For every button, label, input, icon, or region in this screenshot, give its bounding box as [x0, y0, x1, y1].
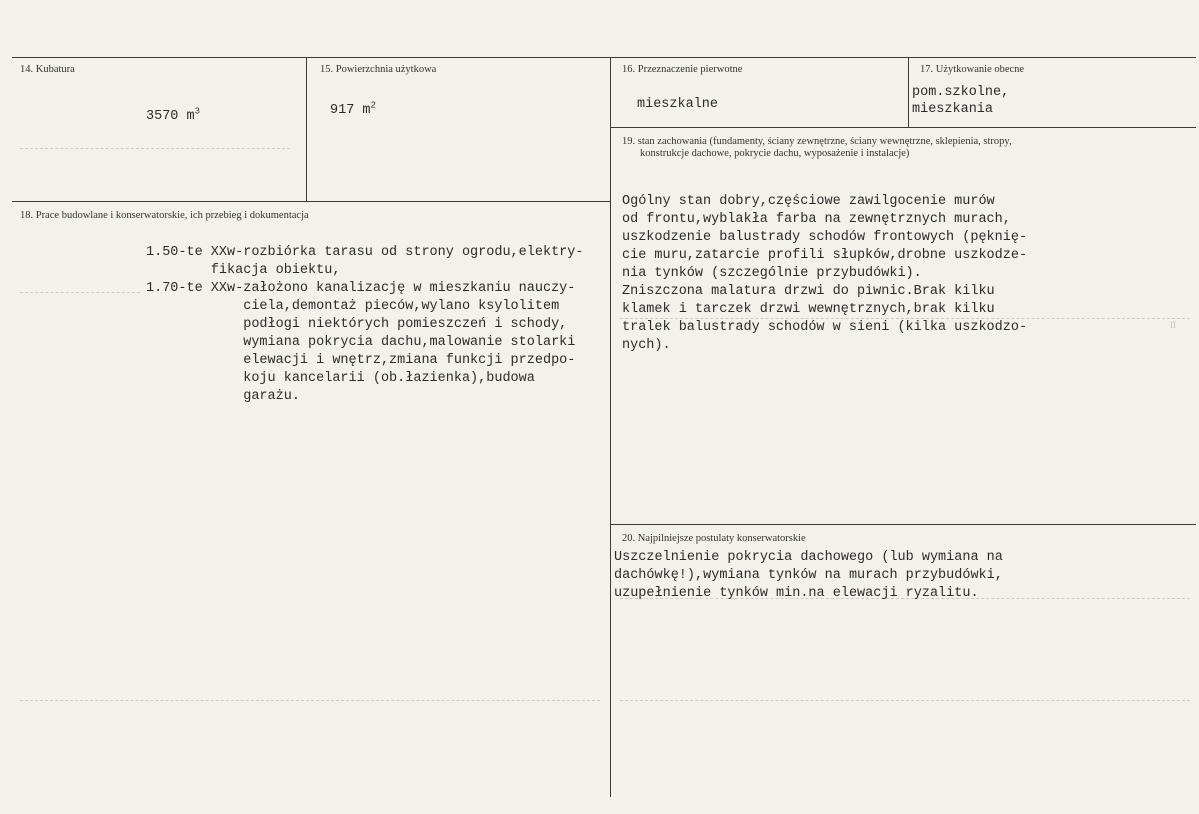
field-20-line-2: dachówkę!),wymiana tynków na murach przybudówki, — [614, 568, 1003, 583]
field-19-line-5: nia tynków (szczególnie przybudówki). — [622, 266, 922, 281]
field-14-value — [146, 108, 200, 126]
field-20-line-1: Uszczelnienie pokrycia dachowego (lub wymiana na — [614, 550, 1003, 565]
field-20-line-3: uzupełnienie tynków min.na elewacji ryzalitu. — [614, 586, 979, 601]
field-19-line-1: Ogólny stan dobry,częściowe zawilgocenie murów — [622, 194, 995, 209]
field-15-unit-sup: 2 — [370, 100, 376, 111]
field-19-line-9: nych). — [622, 338, 671, 353]
field-15-label: 15. Powierzchnia użytkowa — [320, 64, 437, 75]
field-19-line-8: tralek balustrady schodów w sieni (kilka uszkodzo- — [622, 320, 1028, 335]
field-19-label-line-1: 19. stan zachowania (fundamenty, ściany zewnętrzne, ściany wewnętrzne, sklepienia, stropy, — [622, 136, 1012, 147]
divider-row-19 — [610, 127, 1196, 128]
field-15-number: 917 m — [330, 103, 371, 118]
field-19-line-3: uszkodzenie balustrady schodów frontowych (pęknię- — [622, 230, 1028, 245]
field-18-line-8: koju kancelarii (ob.łazienka),budowa — [146, 371, 535, 386]
field-14-unit-sup: 3 — [194, 106, 201, 117]
divider-14-15 — [306, 57, 307, 201]
field-17-line-1: pom.szkolne, — [912, 85, 1010, 100]
field-18-label: 18. Prace budowlane i konserwatorskie, ich przebieg i dokumentacja — [20, 210, 309, 221]
field-14-label: 14. Kubatura — [20, 64, 75, 75]
field-19-line-7: klamek i tarczek drzwi wewnętrznych,brak kilku — [622, 302, 995, 317]
divider-row-20 — [610, 524, 1196, 525]
field-18-line-4: ciela,demontaż pieców,wylano ksylolitem — [146, 299, 560, 314]
field-18-line-3: 1.70-te XXw-założono kanalizację w mieszkaniu nauczy- — [146, 281, 576, 296]
center-divider — [610, 57, 611, 797]
field-18-line-9: garażu. — [146, 389, 300, 404]
field-14-number: 3570 m — [146, 109, 195, 124]
field-19-line-4: cie muru,zatarcie profili słupków,drobne uszkodze- — [622, 248, 1028, 263]
divider-16-17 — [908, 57, 909, 127]
field-18-line-1: 1.50-te XXw-rozbiórka tarasu od strony ogrodu,elektry- — [146, 245, 584, 260]
field-18-line-5: podłogi niektórych pomieszczeń i schody, — [146, 317, 568, 332]
field-18-line-7: elewacji i wnętrz,zmiana funkcji przedpo- — [146, 353, 576, 368]
field-16-label: 16. Przeznaczenie pierwotne — [622, 64, 743, 75]
field-17-label: 17. Użytkowanie obecne — [920, 64, 1025, 75]
field-18-line-6: wymiana pokrycia dachu,malowanie stolarki — [146, 335, 576, 350]
top-border — [12, 57, 1196, 58]
field-18-line-2: fikacja obiektu, — [146, 263, 341, 278]
field-15-value — [330, 102, 376, 120]
field-17-line-2: mieszkania — [912, 102, 994, 117]
field-19-label-line-2: konstrukcje dachowe, pokrycie dachu, wyposażenie i instalacje) — [640, 148, 910, 159]
field-20-label: 20. Najpilniejsze postulaty konserwatorskie — [622, 533, 806, 544]
divider-row-18 — [12, 201, 610, 202]
field-16-value: mieszkalne — [637, 97, 719, 112]
field-19-line-2: od frontu,wyblakła farba na zewnętrznych murach, — [622, 212, 1011, 227]
field-19-line-6: Zniszczona malatura drzwi do piwnic.Brak kilku — [622, 284, 995, 299]
